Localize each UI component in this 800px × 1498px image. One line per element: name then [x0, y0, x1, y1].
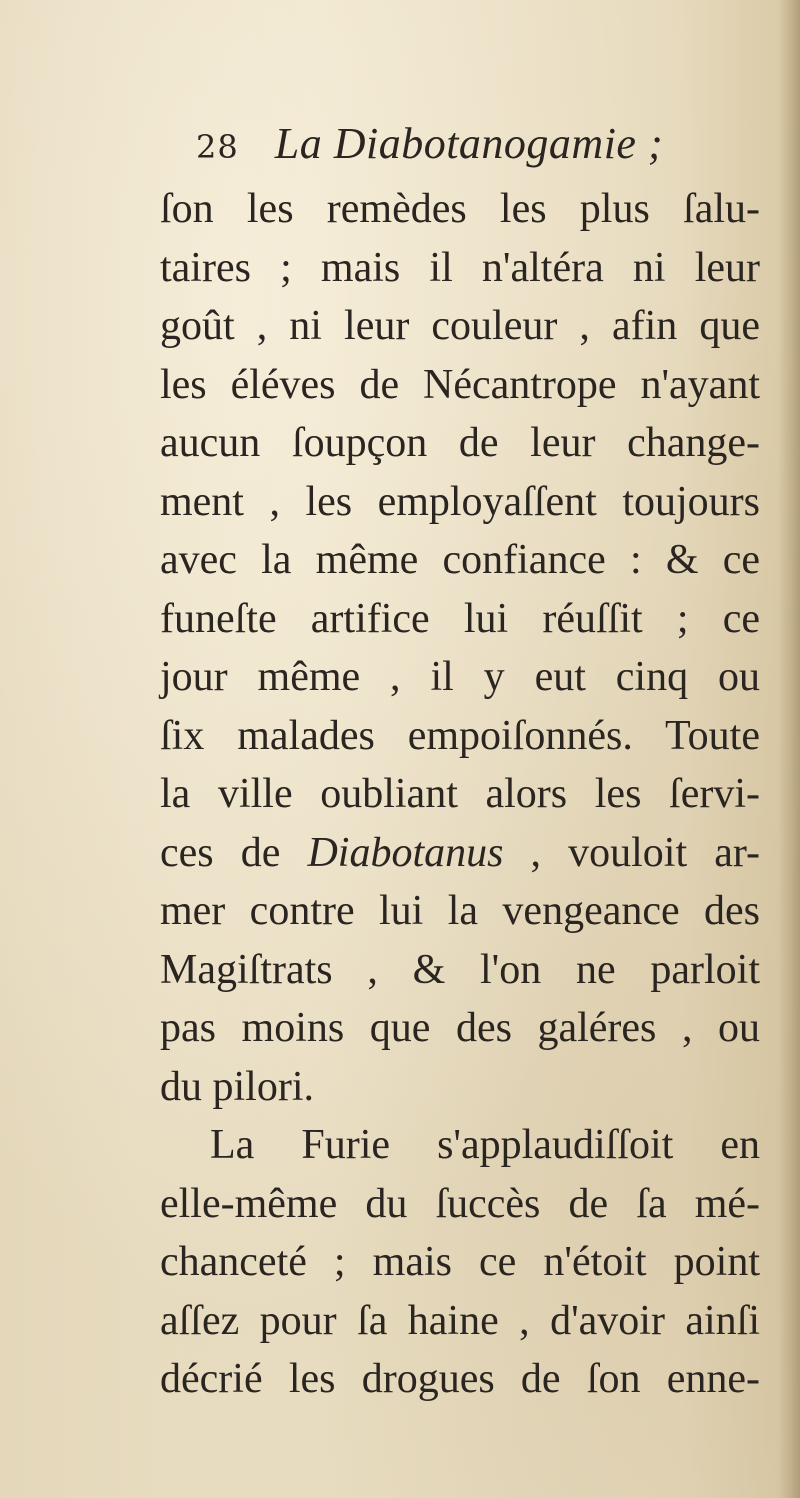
text-line: ſon les remèdes les plus ſalu-	[160, 186, 760, 232]
text-line	[160, 824, 760, 883]
text-line: aſſez pour ſa haine , d'avoir ainſi	[160, 1297, 760, 1344]
italic-name-diabotanus: Diabotanus	[307, 829, 504, 876]
text-line: pas moins que des galéres , ou	[160, 1005, 760, 1051]
text-fragment: , vouloit ar-	[503, 829, 761, 876]
text-line: taires ; mais il n'altéra ni leur	[160, 244, 760, 291]
text-fragment: ces de	[160, 829, 308, 876]
text-line: mer contre lui la vengeance des	[160, 888, 760, 934]
text-line: Magiſtrats , & l'on ne parloit	[160, 946, 760, 993]
text-line: goût , ni leur couleur , afin que	[160, 303, 760, 349]
text-line: jour même , il y eut cinq ou	[160, 654, 760, 700]
body-text	[160, 180, 760, 1409]
text-line: du pilori.	[160, 1063, 314, 1110]
text-line: aucun ſoupçon de leur change-	[160, 420, 760, 466]
running-title: La Diabotanogamie ;	[274, 119, 664, 168]
text-line: avec la même confiance : & ce	[160, 537, 760, 583]
text-line: décrié les drogues de ſon enne-	[160, 1356, 760, 1402]
page-number: 28	[196, 128, 239, 166]
running-head	[196, 118, 716, 170]
text-line: la ville oubliant alors les ſervi-	[160, 771, 760, 817]
text-line: funeſte artifice lui réuſſit ; ce	[160, 595, 760, 642]
text-line: les éléves de Nécantrope n'ayant	[160, 361, 760, 408]
text-line: chanceté ; mais ce n'étoit point	[160, 1239, 760, 1285]
text-line: ment , les employaſſent toujours	[160, 478, 760, 525]
text-line: elle-même du ſuccès de ſa mé-	[160, 1180, 760, 1227]
page-edge-shadow	[778, 0, 800, 1498]
text-line: ſix malades empoiſonnés. Toute	[160, 712, 760, 759]
text-line: La Furie s'applaudiſſoit en	[210, 1122, 760, 1168]
